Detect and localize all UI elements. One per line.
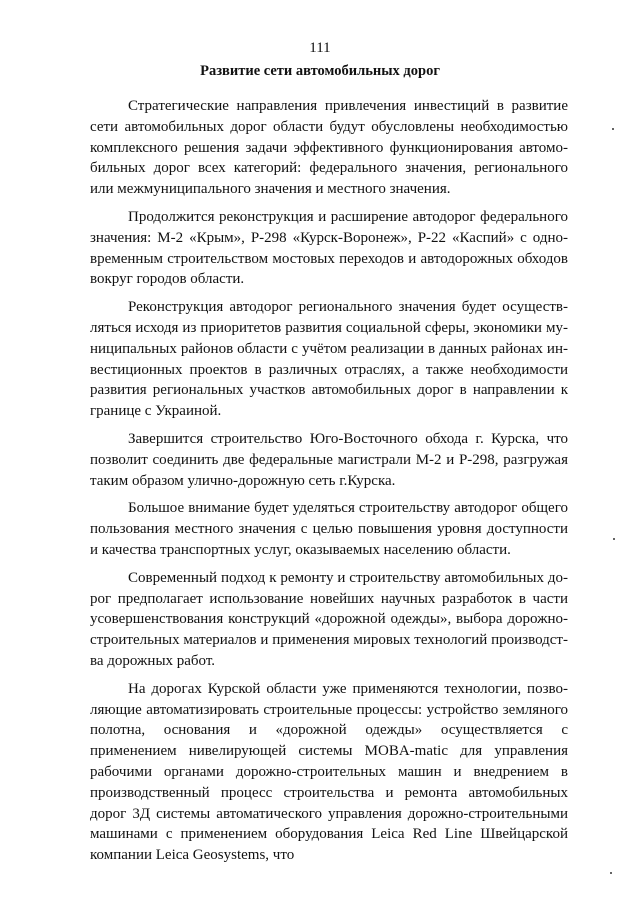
paragraph: Большое внимание будет уделяться строительству автодорог общего пользования местного значения с целью повышения уровня доступности и качества транспортных услуг, оказываемых населению области. [90, 500, 568, 558]
paragraph: Современный подход к ремонту и строительству автомобильных дорог предполагает использование новейших научных разработок в части усовершенствования конструкций «дорожной одежды», выбора дорожностроительных материалов и применения мировых технологий производства дорожных работ. [90, 569, 568, 669]
page-number: 111 [309, 40, 331, 56]
paragraph: На дорогах Курской области уже применяются технологии, позволяющие автоматизировать строительные процессы: устройство земляного полотна, основания и «дорожной одежды» осуществляется с применением нивелирующей системы MOBA-matic для управления рабочими органами дорожно-строительных машин и внедрением в производственный процесс строительства и ремонта автомобильных дорог 3Д системы автоматического управления дорожно-строительными машинами с применением оборудования Leica Red Line Швейцарской компании Leica Geosystems, что [90, 680, 568, 864]
scan-speck [610, 872, 612, 874]
scan-speck [613, 538, 615, 540]
scan-speck [612, 128, 614, 130]
paragraph: Завершится строительство Юго-Восточного обхода г. Курска, что позволит соединить две федеральные магистрали М-2 и Р-298, разгружая таким образом улично-дорожную сеть г.Курска. [90, 430, 568, 489]
paragraph: Продолжится реконструкция и расширение автодорог федерального значения: М-2 «Крым», Р-298 «Курск-Воронеж», Р-22 «Каспий» с одновременным строительством мостовых переходов и автодорожных обходов вокруг городов области. [90, 208, 568, 288]
paragraph: Реконструкция автодорог регионального значения будет осуществляться исходя из приоритетов развития социальной сферы, экономики муниципальных районов области с учётом реализации в данных районах инвестиционных проектов в различных отраслях, а также необходимости развития региональных участков автомобильных дорог в направлении к границе с Украиной. [90, 299, 568, 420]
paragraph: Стратегические направления привлечения инвестиций в развитие сети автомобильных дорог области будут обусловлены необходимостью комплексного решения задачи эффективного функционирования автомобильных дорог всех категорий: федерального значения, регионального или межмуниципального значения и местного значения. [90, 98, 568, 198]
body-text [90, 96, 568, 873]
section-heading: Развитие сети автомобильных дорог [200, 63, 440, 79]
